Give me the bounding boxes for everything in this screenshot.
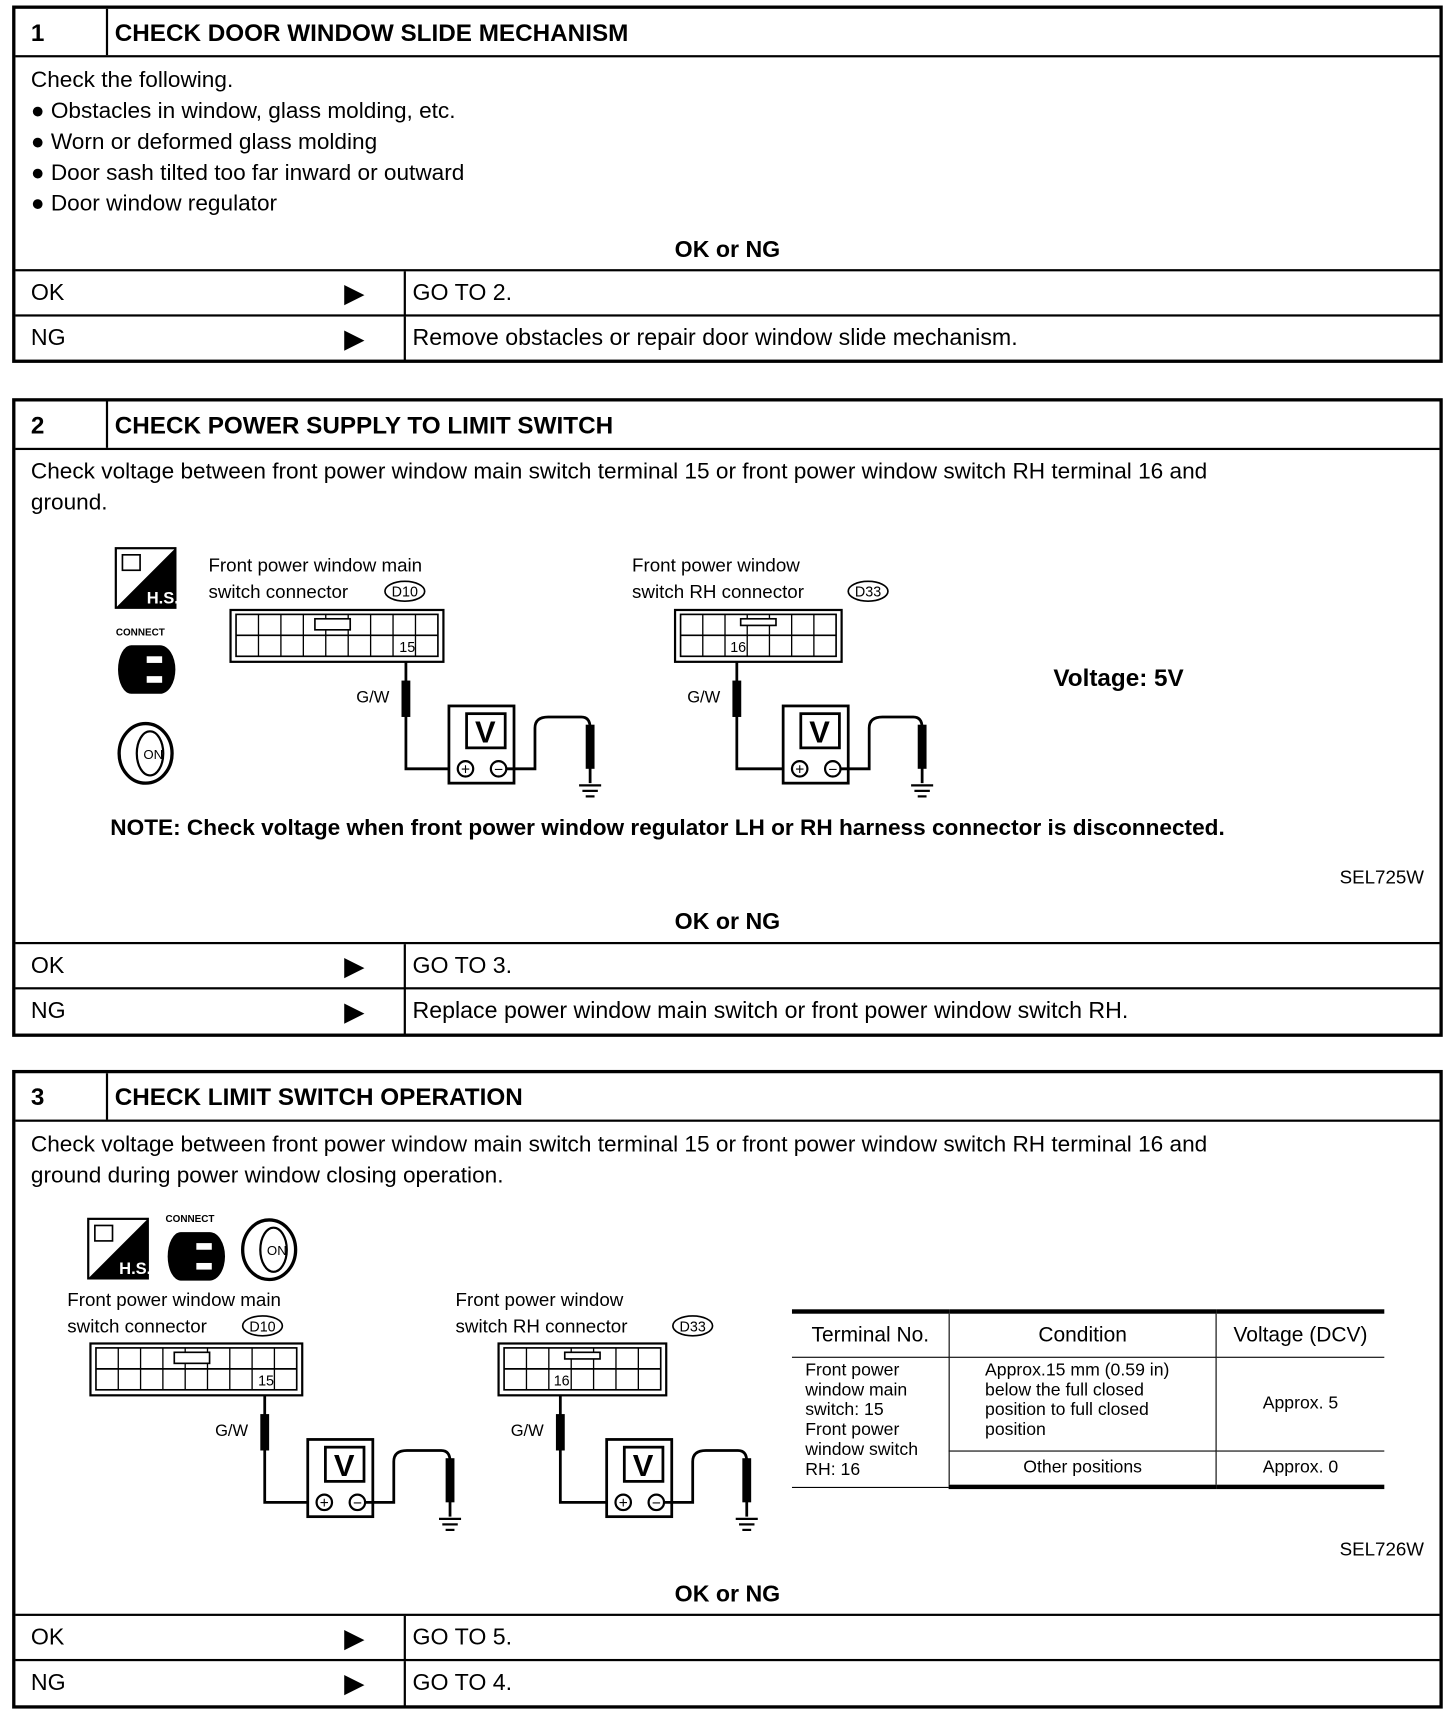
wire-color-label: G/W (510, 1421, 544, 1441)
ignition-on-label: ON (266, 1243, 287, 1259)
probe-wire-ground (841, 717, 923, 783)
result-row-ng: NG ▶ Replace power window main switch or front power window switch RH. (15, 987, 1439, 1034)
result-row-ng: NG ▶ GO TO 4. (15, 1659, 1439, 1706)
connector-icon (196, 1243, 211, 1250)
minus-symbol: − (651, 1494, 661, 1512)
voltage-spec: Voltage: 5V (1053, 664, 1184, 692)
connector-id: D33 (679, 1319, 706, 1336)
voltage-cell: Approx. 5 (1216, 1357, 1384, 1451)
terminal-number: 16 (553, 1373, 570, 1390)
connector-label: switch connector (67, 1315, 207, 1337)
connector-icon (168, 1232, 225, 1281)
probe-tip (260, 1414, 269, 1450)
result-row-ok: OK ▶ GO TO 3. (15, 942, 1439, 989)
bullet-item: ● Worn or deformed glass molding (30, 129, 378, 155)
connector-lock (741, 619, 776, 626)
connector-label: switch RH connector (632, 580, 804, 602)
plus-symbol: + (460, 761, 470, 779)
bullet-item: ● Obstacles in window, glass molding, etc. (30, 98, 456, 124)
connector-label: Front power window (455, 1288, 624, 1310)
note-text: NOTE: Check voltage when front power window regulator LH or RH harness connector is disconnected. (110, 815, 1225, 841)
connector-label: Front power window main (208, 554, 423, 576)
voltage-cell: Approx. 0 (1216, 1451, 1384, 1487)
connector-icon (147, 676, 162, 683)
wire-color-label: G/W (215, 1421, 249, 1441)
step-title: CHECK LIMIT SWITCH OPERATION (114, 1083, 523, 1111)
arrow-right-icon: ▶ (344, 997, 365, 1027)
connector-label: switch RH connector (455, 1315, 628, 1337)
connector-lock (315, 619, 350, 630)
probe-wire-ground (506, 717, 590, 783)
result-label: OK (30, 280, 65, 306)
voltmeter-label: V (632, 1447, 654, 1483)
connector-icon (118, 645, 175, 694)
connector-icon (196, 1263, 211, 1270)
hs-icon-label: H.S. (119, 1258, 152, 1278)
step-number: 2 (30, 411, 45, 440)
step-number: 3 (30, 1083, 45, 1111)
plus-symbol: + (795, 761, 805, 779)
probe-tip (556, 1414, 565, 1450)
bullet-item: ● Door sash tilted too far inward or outward (30, 159, 465, 186)
terminal-number: 15 (399, 639, 416, 656)
minus-symbol: − (352, 1494, 362, 1512)
connector-label: switch connector (208, 580, 349, 602)
plus-symbol: + (618, 1494, 628, 1512)
probe-wire-ground (664, 1450, 747, 1516)
ok-or-ng-label: OK or NG (674, 1581, 781, 1608)
connect-icon-label: CONNECT (115, 627, 165, 639)
result-label: NG (30, 325, 66, 351)
ok-or-ng-label: OK or NG (674, 908, 781, 935)
connector-label: Front power window main (67, 1288, 281, 1310)
figure-id: SEL726W (1339, 1538, 1425, 1560)
probe-tip (742, 1458, 751, 1502)
step-title: CHECK POWER SUPPLY TO LIMIT SWITCH (114, 411, 614, 440)
result-row-ok: OK ▶ GO TO 5. (15, 1614, 1439, 1661)
voltmeter-label: V (475, 714, 496, 750)
column-header: Voltage (DCV) (1216, 1312, 1384, 1358)
plus-symbol: + (319, 1494, 329, 1512)
terminal-number: 16 (730, 639, 747, 656)
hs-icon-label: H.S. (146, 588, 179, 608)
voltmeter-label: V (809, 714, 830, 750)
probe-tip (402, 681, 411, 717)
voltmeter-label: V (333, 1447, 355, 1483)
arrow-right-icon: ▶ (344, 1668, 365, 1699)
condition-cell: Approx.15 mm (0.59 in) below the full closed position to full closed position (949, 1357, 1216, 1451)
intro-text: Check the following. (30, 67, 234, 93)
column-header: Condition (949, 1312, 1216, 1358)
connector-lock (565, 1352, 600, 1359)
column-header: Terminal No. (792, 1312, 949, 1358)
connector-id: D33 (854, 584, 882, 601)
wire-color-label: G/W (687, 687, 721, 707)
step-number: 1 (30, 18, 45, 47)
bullet-item: ● Door window regulator (30, 190, 278, 217)
connector-icon (147, 656, 162, 663)
probe-tip (586, 725, 595, 769)
result-action: Remove obstacles or repair door window slide mechanism. (412, 325, 1018, 351)
arrow-right-icon: ▶ (344, 279, 365, 309)
ignition-on-label: ON (143, 746, 164, 762)
connector-id: D10 (391, 584, 418, 601)
minus-symbol: − (828, 761, 838, 779)
figure-id: SEL725W (1339, 866, 1425, 888)
probe-tip (732, 681, 741, 717)
connect-icon-label: CONNECT (165, 1214, 215, 1226)
probe-tip (446, 1458, 455, 1502)
terminal-number: 15 (258, 1373, 275, 1390)
arrow-right-icon: ▶ (344, 951, 365, 982)
terminal-cell: Front power window main switch: 15 Front power window switch RH: 16 (792, 1357, 949, 1487)
step-title: CHECK DOOR WINDOW SLIDE MECHANISM (114, 18, 629, 47)
condition-cell: Other positions (949, 1451, 1216, 1487)
step-instructions: Check voltage between front power window main switch terminal 15 or front power window switch RH terminal 16 and ground during power window closing operation. (30, 1131, 1208, 1188)
minus-symbol: − (494, 761, 504, 779)
connector-id: D10 (249, 1319, 276, 1336)
step-instructions: Check voltage between front power window main switch terminal 15 or front power window switch RH terminal 16 and ground. (30, 458, 1208, 516)
probe-wire-ground (365, 1450, 450, 1516)
wire-color-label: G/W (356, 687, 390, 707)
arrow-right-icon: ▶ (344, 324, 365, 355)
probe-tip (918, 725, 927, 769)
result-action: GO TO 2. (412, 280, 513, 306)
ok-or-ng-label: OK or NG (674, 237, 781, 263)
connector-lock (174, 1352, 209, 1363)
connector-label: Front power window (632, 554, 800, 576)
arrow-right-icon: ▶ (344, 1623, 365, 1654)
